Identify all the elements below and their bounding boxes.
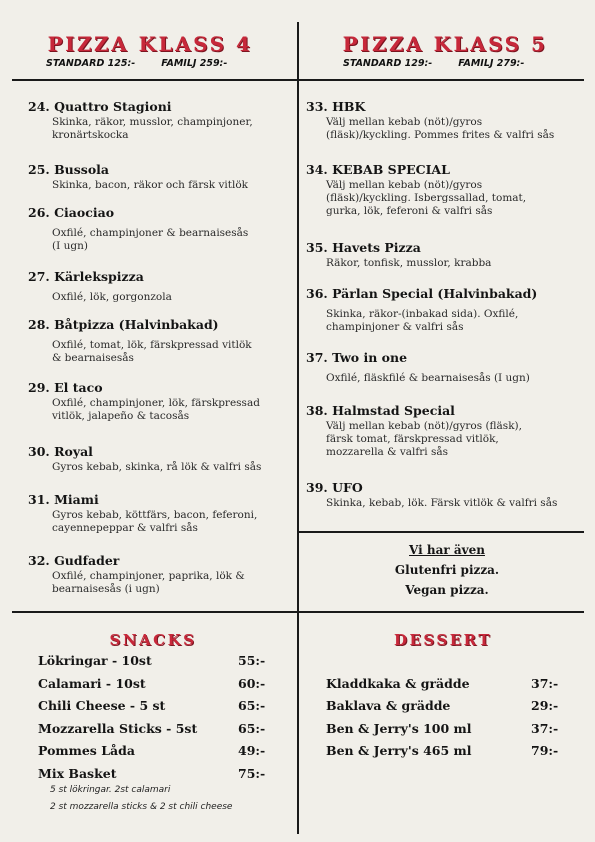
pizza-item <box>28 269 278 304</box>
snack-price: 55:- <box>238 653 266 668</box>
pizza-name: 33. HBK <box>306 99 366 114</box>
pizza-desc: Oxfilé, champinjoner, paprika, lök & bearnaisesås (i ugn) <box>52 570 245 595</box>
pizza-desc: Skinka, räkor, musslor, champinjoner, kronärtskocka <box>52 116 253 141</box>
pizza4-prices <box>46 58 227 69</box>
pizza-desc: Skinka, kebab, lök. Färsk vitlök & valfri sås <box>326 497 558 509</box>
pizza-item <box>28 99 278 142</box>
pizza-name: 30. Royal <box>28 444 93 459</box>
snacks-title: SNACKS <box>109 631 197 649</box>
pizza4-title: PIZZA KLASS 4 <box>47 32 253 56</box>
pizza-name: 37. Two in one <box>306 350 408 365</box>
snack-price: 60:- <box>238 676 266 691</box>
pizza-item <box>28 380 278 423</box>
pizza-name: 31. Miami <box>28 492 99 507</box>
pizza-name: 29. El taco <box>28 380 103 395</box>
dessert-row <box>326 718 566 740</box>
pizza-desc: Skinka, räkor-(inbakad sida). Oxfilé, champinjoner & valfri sås <box>326 308 519 333</box>
pizza-item <box>28 162 278 192</box>
mix-basket-note-line: 5 st lökringar. 2st calamari <box>50 785 171 795</box>
pizza-item <box>28 492 278 535</box>
pizza-item <box>306 350 586 385</box>
pizza-name: 35. Havets Pizza <box>306 240 421 255</box>
snack-price: 49:- <box>238 743 266 758</box>
pizza4-familj-price: FAMILJ 259:- <box>161 58 228 69</box>
snack-name: Mix Basket <box>38 766 117 781</box>
pizza-desc: Gyros kebab, skinka, rå lök & valfri sås <box>52 461 262 473</box>
pizza-desc: Skinka, bacon, räkor och färsk vitlök <box>52 179 249 191</box>
snack-price: 65:- <box>238 698 266 713</box>
also-heading: Vi har även <box>409 543 485 557</box>
pizza-name: 36. Pärlan Special (Halvinbakad) <box>306 286 538 301</box>
snack-name: Pommes Låda <box>38 743 135 758</box>
pizza-name: 26. Ciaociao <box>28 205 115 220</box>
pizza-item <box>306 403 586 459</box>
dessert-name: Kladdkaka & grädde <box>326 676 470 691</box>
snack-name: Calamari - 10st <box>38 676 146 691</box>
pizza-item <box>306 162 586 218</box>
dessert-row <box>326 673 566 695</box>
snack-name: Mozzarella Sticks - 5st <box>38 721 198 736</box>
dessert-row <box>326 695 566 717</box>
also-vegan: Vegan pizza. <box>405 583 489 597</box>
snack-price: 75:- <box>238 766 266 781</box>
pizza-desc: Räkor, tonfisk, musslor, krabba <box>326 257 492 269</box>
dessert-name: Ben & Jerry's 100 ml <box>326 721 472 736</box>
pizza-item <box>28 317 278 365</box>
dessert-row <box>326 740 566 762</box>
dessert-title: DESSERT <box>393 631 493 649</box>
pizza-desc: Välj mellan kebab (nöt)/gyros (fläsk)/kyckling. Pommes frites & valfri sås <box>326 116 555 141</box>
snack-name: Chili Cheese - 5 st <box>38 698 166 713</box>
mix-basket-note <box>50 782 232 816</box>
snack-row <box>38 695 278 717</box>
snack-price: 65:- <box>238 721 266 736</box>
dessert-price: 37:- <box>531 721 559 736</box>
pizza-desc: Välj mellan kebab (nöt)/gyros (fläsk), färsk tomat, färskpressad vitlök, mozzarella & valfri sås <box>326 420 522 458</box>
pizza-desc: Oxfilé, champinjoner, lök, färskpressad vitlök, jalapeño & tacosås <box>52 397 260 422</box>
pizza-item <box>28 444 278 474</box>
mix-basket-note-line: 2 st mozzarella sticks & 2 st chili cheese <box>50 802 233 812</box>
pizza-item <box>306 286 586 334</box>
pizza-item <box>306 99 586 142</box>
dessert-name: Ben & Jerry's 465 ml <box>326 743 472 758</box>
pizza-name: 32. Gudfader <box>28 553 120 568</box>
also-glutenfri: Glutenfri pizza. <box>394 563 500 577</box>
pizza-name: 34. KEBAB SPECIAL <box>306 162 450 177</box>
snack-name: Lökringar - 10st <box>38 653 152 668</box>
pizza-desc: Oxfilé, tomat, lök, färskpressad vitlök & bearnaisesås <box>52 339 252 364</box>
snacks-divider <box>12 611 584 613</box>
dessert-price: 79:- <box>531 743 559 758</box>
pizza-name: 24. Quattro Stagioni <box>28 99 172 114</box>
pizza-desc: Gyros kebab, köttfärs, bacon, feferoni, cayennepeppar & valfri sås <box>52 509 258 534</box>
pizza-item <box>28 553 278 596</box>
pizza-desc: Oxfilé, champinjoner & bearnaisesås (I ugn) <box>52 227 249 252</box>
pizza-name: 28. Båtpizza (Halvinbakad) <box>28 317 219 332</box>
pizza-item <box>28 205 278 253</box>
pizza-name: 25. Bussola <box>28 162 110 177</box>
pizza5-title: PIZZA KLASS 5 <box>342 32 548 56</box>
pizza5-prices <box>343 58 524 69</box>
pizza4-standard-price: STANDARD 125:- <box>46 58 136 69</box>
dessert-price: 37:- <box>531 676 559 691</box>
snack-row <box>38 650 278 672</box>
snack-row <box>38 673 278 695</box>
pizza-desc: Välj mellan kebab (nöt)/gyros (fläsk)/kyckling. Isbergssallad, tomat, gurka, lök, feferoni & valfri sås <box>326 179 527 217</box>
pizza-item <box>306 480 586 510</box>
snack-row <box>38 740 278 762</box>
also-box <box>299 540 595 600</box>
pizza-desc: Oxfilé, lök, gorgonzola <box>52 291 172 303</box>
header-divider <box>12 79 584 81</box>
pizza5-standard-price: STANDARD 129:- <box>343 58 433 69</box>
dessert-price: 29:- <box>531 698 559 713</box>
pizza-name: 27. Kärlekspizza <box>28 269 144 284</box>
also-divider <box>299 531 584 533</box>
pizza-desc: Oxfilé, fläskfilé & bearnaisesås (I ugn) <box>326 372 530 384</box>
pizza5-familj-price: FAMILJ 279:- <box>458 58 525 69</box>
pizza-name: 39. UFO <box>306 480 363 495</box>
pizza-item <box>306 240 586 270</box>
dessert-name: Baklava & grädde <box>326 698 451 713</box>
center-divider <box>297 22 299 834</box>
snack-row <box>38 718 278 740</box>
pizza-name: 38. Halmstad Special <box>306 403 455 418</box>
